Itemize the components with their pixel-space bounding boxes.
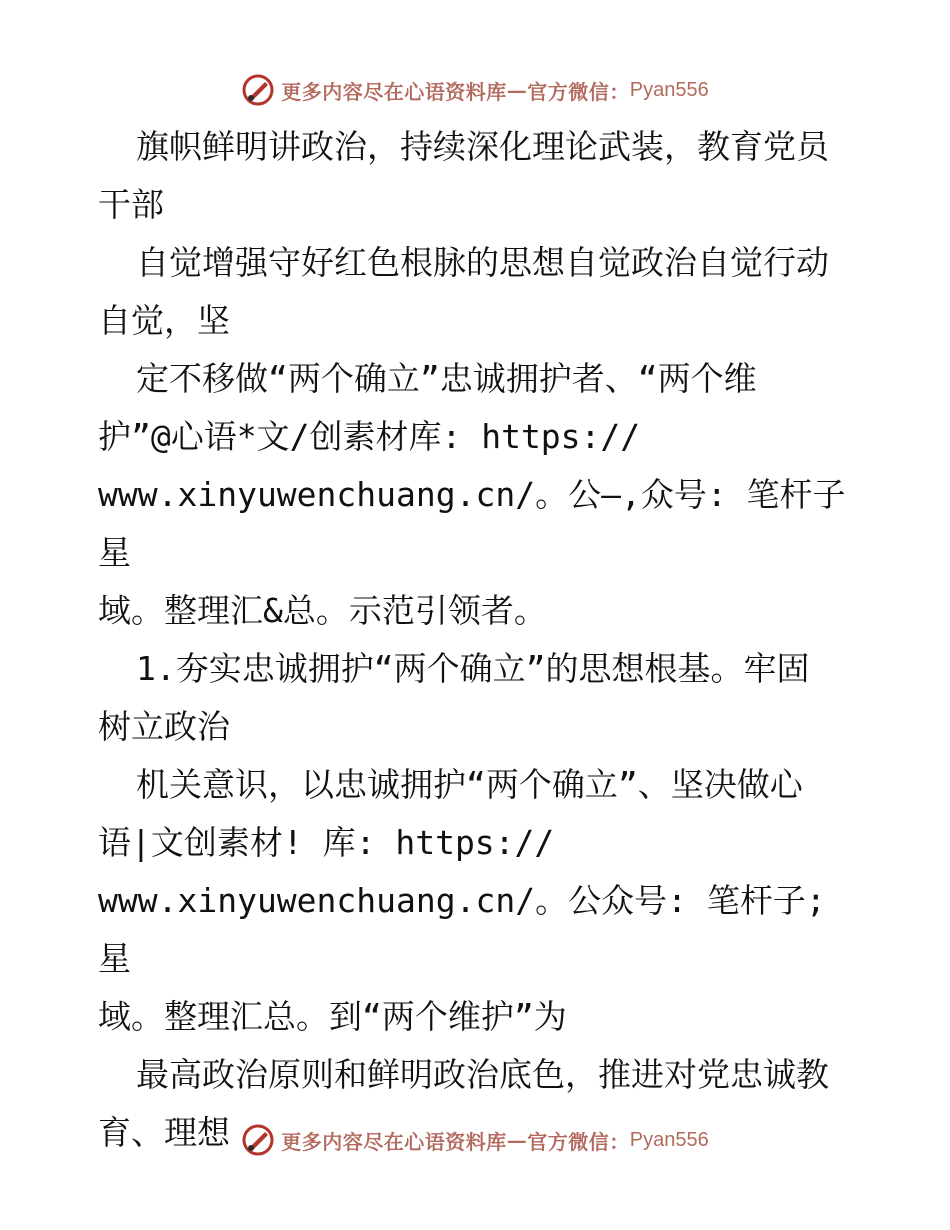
text-line: 定不移做“两个确立”忠诚拥护者、“两个维 [136, 359, 757, 398]
brush-logo-icon [241, 73, 275, 107]
banner-wechat-label: 官方微信： [527, 79, 630, 104]
text-line: 1.夯实忠诚拥护“两个确立”的思想根基。牢固 [136, 649, 810, 688]
banner-separator: — [506, 1128, 528, 1152]
text-line: 育、理想 [98, 1113, 230, 1152]
banner-slogan: 更多内容尽在心语资料库 [281, 79, 507, 104]
text-line: 最高政治原则和鲜明政治底色，推进对党忠诚教 [136, 1055, 829, 1094]
banner-wechat-id: Pyan556 [629, 78, 709, 101]
text-line: www.xinyuwenchuang.cn/。公众号: 笔杆子;星 [98, 881, 826, 978]
text-line: 自觉增强守好红色根脉的思想自觉政治自觉行动 [136, 243, 829, 282]
text-line: 域。整理汇&总。示范引领者。 [98, 591, 547, 630]
text-line: 树立政治 [98, 707, 230, 746]
header-banner [0, 70, 950, 110]
banner-slogan: 更多内容尽在心语资料库 [281, 1129, 507, 1154]
text-line: 护”@心语*文/创素材库: https:// [98, 417, 641, 456]
text-line: 机关意识，以忠诚拥护“两个确立”、坚决做心 [136, 765, 803, 804]
text-line: 旗帜鲜明讲政治，持续深化理论武装，教育党员 [136, 127, 829, 166]
text-line: 语|文创素材! 库: https:// [98, 823, 555, 862]
text-line: 自觉，坚 [98, 301, 230, 340]
footer-banner [0, 1120, 950, 1160]
text-line: 干部 [98, 185, 164, 224]
banner-wechat-id: Pyan556 [629, 1128, 709, 1151]
document-body [98, 118, 858, 1162]
brush-logo-icon [241, 1123, 275, 1157]
text-line: www.xinyuwenchuang.cn/。公—,众号: 笔杆子星 [98, 475, 846, 572]
text-line: 域。整理汇总。到“两个维护”为 [98, 997, 567, 1036]
banner-separator: — [506, 78, 528, 102]
banner-wechat-label: 官方微信： [527, 1129, 630, 1154]
